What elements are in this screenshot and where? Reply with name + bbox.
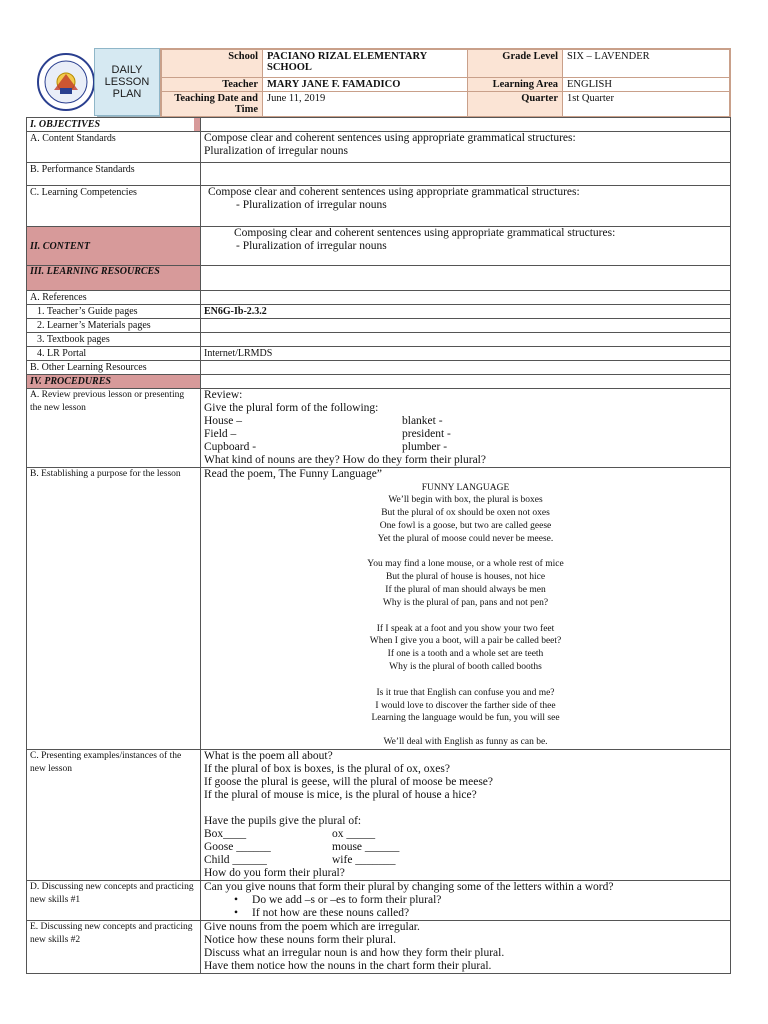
poem-stanza: We’ll deal with English as funny as can be.: [383, 737, 548, 748]
tg-label: 1. Teacher’s Guide pages: [27, 305, 201, 319]
quarter-label: Quarter: [468, 92, 563, 117]
lm-row: [27, 319, 731, 333]
pair-row: Field – president -: [204, 428, 451, 440]
area-label: Learning Area: [468, 78, 563, 92]
resources-title: III. LEARNING RESOURCES: [27, 266, 201, 291]
competencies-label: C. Learning Competencies: [27, 186, 201, 227]
references-label: A. References: [27, 291, 201, 305]
resources-row: [27, 266, 731, 291]
poem-stanza: If I speak at a foot and you show your two feet When I give you a boot, will a pair be called beet? If one is a tooth and a whole set are teeth Why is the plural of booth called booths: [369, 623, 562, 673]
bullet-item: • Do we add –s or –es to form their plural?: [204, 894, 727, 907]
content-standards-text: Compose clear and coherent sentences using appropriate grammatical structures: Pluralization of irregular nouns: [201, 132, 731, 163]
lr-value: Internet/LRMDS: [201, 347, 731, 361]
procedure-b-row: [27, 468, 731, 750]
grade-value: SIX – LAVENDER: [563, 50, 730, 78]
procedures-title: IV. PROCEDURES: [27, 375, 201, 389]
poem-stanza: Is it true that English can confuse you and me? I would love to discover the farther side of thee Learning the language would be fun, you will see: [371, 687, 560, 724]
poem-stanza: You may find a lone mouse, or a whole rest of mice But the plural of house is houses, not hice If the plural of man should always be men Why is the plural of pan, pans and not pen?: [367, 559, 564, 608]
title-line: PLAN: [112, 88, 142, 100]
pair-row: Cupboard - plumber -: [204, 441, 448, 453]
grade-label: Grade Level: [468, 50, 563, 78]
objectives-title: I. OBJECTIVES: [30, 119, 101, 130]
quarter-value: 1st Quarter: [563, 92, 730, 117]
lr-row: [27, 347, 731, 361]
pair-row: House – blanket -: [204, 415, 443, 427]
procedure-e-content: Give nouns from the poem which are irregular. Notice how these nouns form their plural. Discuss what an irregular noun is and how they form their plural. Have them notice how the nouns in the chart form their plural.: [201, 921, 731, 974]
content-standards-label: A. Content Standards: [27, 132, 201, 163]
procedure-a-row: [27, 389, 731, 468]
bullet-item: • If not how are these nouns called?: [204, 907, 727, 920]
area-value: ENGLISH: [563, 78, 730, 92]
procedure-c-row: [27, 750, 731, 881]
daily-lesson-plan-title: [94, 48, 160, 116]
procedure-b-label: B. Establishing a purpose for the lesson: [27, 468, 201, 750]
competencies-row: [27, 186, 731, 227]
tg-value: EN6G-Ib-2.3.2: [201, 305, 731, 319]
poem-stanza: We’ll begin with box, the plural is boxes But the plural of ox should be oxen not oxes One fowl is a goose, but two are called geese Yet the plural of moose could never be meese.: [377, 495, 554, 544]
procedure-e-label: E. Discussing new concepts and practicing new skills #2: [27, 921, 201, 974]
procedures-row: [27, 375, 731, 389]
objectives-row: [27, 118, 731, 132]
lr-label: 4. LR Portal: [27, 347, 201, 361]
content-text: Composing clear and coherent sentences using appropriate grammatical structures: - Pluralization of irregular nouns: [201, 227, 731, 266]
poem-title: FUNNY LANGUAGE: [421, 482, 510, 493]
procedure-c-label: C. Presenting examples/instances of the new lesson: [27, 750, 201, 881]
performance-standards-row: [27, 163, 731, 186]
content-standards-row: [27, 132, 731, 163]
date-label: Teaching Date and Time: [162, 92, 263, 117]
lesson-plan-table: [26, 117, 731, 974]
content-row: [27, 227, 731, 266]
pair-row: Box____ ox _____: [204, 828, 376, 841]
teacher-value: MARY JANE F. FAMADICO: [263, 78, 468, 92]
header-info: [160, 48, 731, 118]
title-line: LESSON: [104, 76, 150, 88]
procedure-d-content: Can you give nouns that form their plural by changing some of the letters within a word? • Do we add –s or –es to form their plural? • If not how are these nouns called?: [201, 881, 731, 921]
teacher-label: Teacher: [162, 78, 263, 92]
poem: [204, 482, 727, 750]
lm-label: 2. Learner’s Materials pages: [27, 319, 201, 333]
pair-row: Child ______ wife _______: [204, 854, 396, 867]
procedure-b-content: Read the poem, The Funny Language” FUNNY LANGUAGE We’ll begin with box, the plural is boxes But the plural of ox should be oxen not oxes One fowl is a goose, but two are called geese Yet the plural of moose could never be meese. You may find a lone mouse, or a whole rest of mice But the plural of house is houses, not hice If the plural of man should always be men Why is the plural of pan, pans and not pen? If I speak at a foot and you show your two feet When I give you a boot, will a pair be called beet? If one is a tooth and a whole set are teeth Why is the plural of booth called booths Is it true that English can confuse you and me? I would love to discover the farther side of thee Learning the language would be fun, you will see We’ll deal with English as funny as can be.: [201, 468, 731, 750]
title-line: DAILY: [111, 64, 143, 76]
school-label: School: [162, 50, 263, 78]
tb-row: [27, 333, 731, 347]
logo-area: [26, 48, 160, 118]
school-value: PACIANO RIZAL ELEMENTARY SCHOOL: [263, 50, 468, 78]
procedure-d-label: D. Discussing new concepts and practicing new skills #1: [27, 881, 201, 921]
references-row: [27, 291, 731, 305]
other-resources-row: [27, 361, 731, 375]
tg-row: [27, 305, 731, 319]
tb-label: 3. Textbook pages: [27, 333, 201, 347]
pair-row: Goose ______ mouse ______: [204, 841, 400, 854]
procedure-d-row: [27, 881, 731, 921]
procedure-a-content: Review: Give the plural form of the following: House – blanket - Field – president - Cupboard - plumber - What kind of nouns are they? How do they form their plural?: [201, 389, 731, 468]
deped-seal-icon: [36, 52, 96, 112]
competencies-text: Compose clear and coherent sentences using appropriate grammatical structures: - Pluralization of irregular nouns: [201, 186, 731, 227]
date-value: June 11, 2019: [263, 92, 468, 117]
procedure-c-content: What is the poem all about? If the plural of box is boxes, is the plural of ox, oxes? If goose the plural is geese, will the plural of moose be meese? If the plural of mouse is mice, is the plural of house a hice? Have the pupils give the plural of: Box____ ox _____ Goose ______ mouse ______ Child ______ wife _______ How do you form their plural?: [201, 750, 731, 881]
other-resources-label: B. Other Learning Resources: [27, 361, 201, 375]
content-title: II. CONTENT: [27, 227, 201, 266]
lesson-plan-header: [26, 48, 731, 118]
performance-standards-label: B. Performance Standards: [27, 163, 201, 186]
procedure-a-label: A. Review previous lesson or presenting the new lesson: [27, 389, 201, 468]
procedure-e-row: [27, 921, 731, 974]
